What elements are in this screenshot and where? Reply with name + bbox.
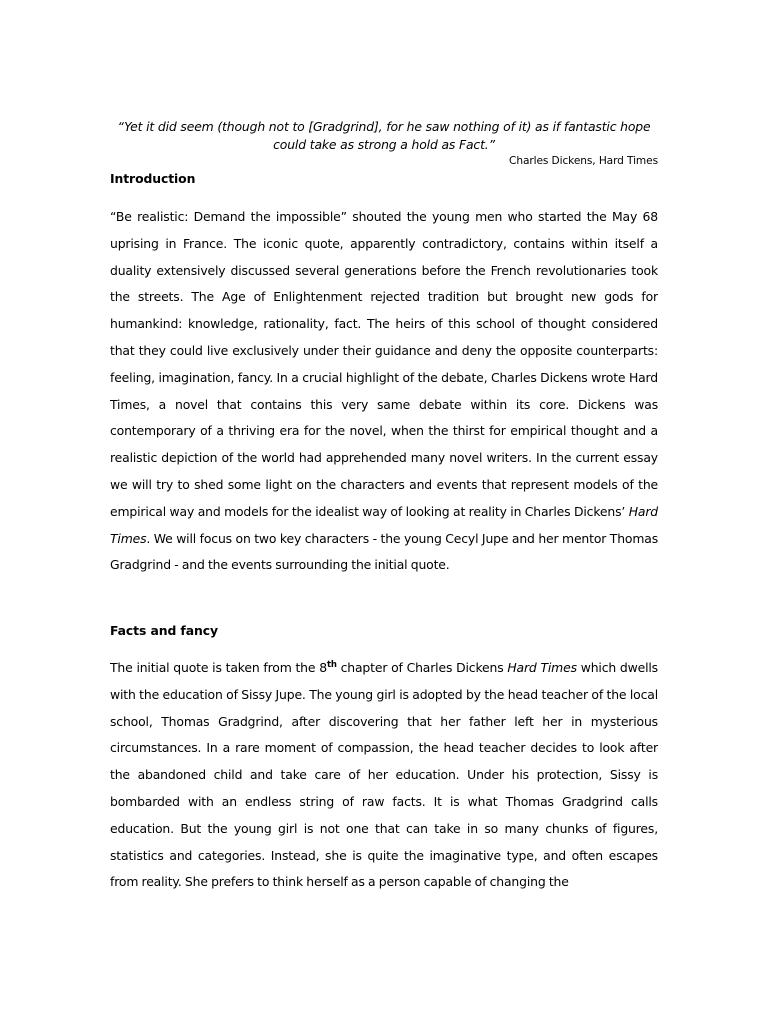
introduction-text-part-b: . We will focus on two key characters - the young Cecyl Jupe and her mentor Thomas Gradgrind - and the events surrounding the initial quote.	[110, 530, 658, 573]
introduction-text-part-a: “Be realistic: Demand the impossible” shouted the young men who started the May 68 uprising in France. The iconic quote, apparently contradictory, contains within itself a duality extensively discussed several generations before the French revolutionaries took the streets. The Age of Enlightenment rejected tradition but brought new gods for humankind: knowledge, rationality, fact. The heirs of this school of thought considered that they could live exclusively under their guidance and deny the opposite counterparts: feeling, imagination, fancy. In a crucial highlight of the debate, Charles Dickens wrote Hard Times, a novel that contains this very same debate within its core. Dickens was contemporary of a thriving era for the novel, when the thirst for empirical thought and a realistic depiction of the world had apprehended many novel writers. In the current essay we will try to shed some light on the characters and events that represent models of the empirical way and models for the idealist way of looking at reality in Charles Dickens’	[110, 209, 658, 519]
epigraph-quote: “Yet it did seem (though not to [Gradgrind], for he saw nothing of it) as if fantastic hope could take as strong a hold as Fact.”	[117, 119, 651, 152]
introduction-paragraph	[110, 204, 658, 579]
facts-text-part-a: The initial quote is taken from the 8	[110, 660, 327, 675]
introduction-heading: Introduction	[110, 171, 196, 186]
facts-and-fancy-heading: Facts and fancy	[110, 623, 218, 638]
ordinal-superscript: th	[326, 659, 337, 670]
facts-text-part-b: chapter of Charles Dickens	[336, 660, 508, 675]
facts-text-part-c: which dwells with the education of Sissy Jupe. The young girl is adopted by the head teacher of the local school, Thomas Gradgrind, after discovering that her father left her in mysterious circumstances. In a rare moment of compassion, the head teacher decides to look after the abandoned child and take care of her education. Under his protection, Sissy is bombarded with an endless string of raw facts. It is what Thomas Gradgrind calls education. But the young girl is not one that can take in so many chunks of figures, statistics and categories. Instead, she is quite the imaginative type, and often escapes from reality. She prefers to think herself as a person capable of changing the	[110, 660, 658, 890]
facts-book-title: Hard Times	[507, 660, 577, 675]
introduction-book-title: Hard Times	[110, 503, 658, 546]
facts-and-fancy-paragraph	[110, 655, 658, 896]
epigraph-attribution: Charles Dickens, Hard Times	[509, 155, 658, 167]
